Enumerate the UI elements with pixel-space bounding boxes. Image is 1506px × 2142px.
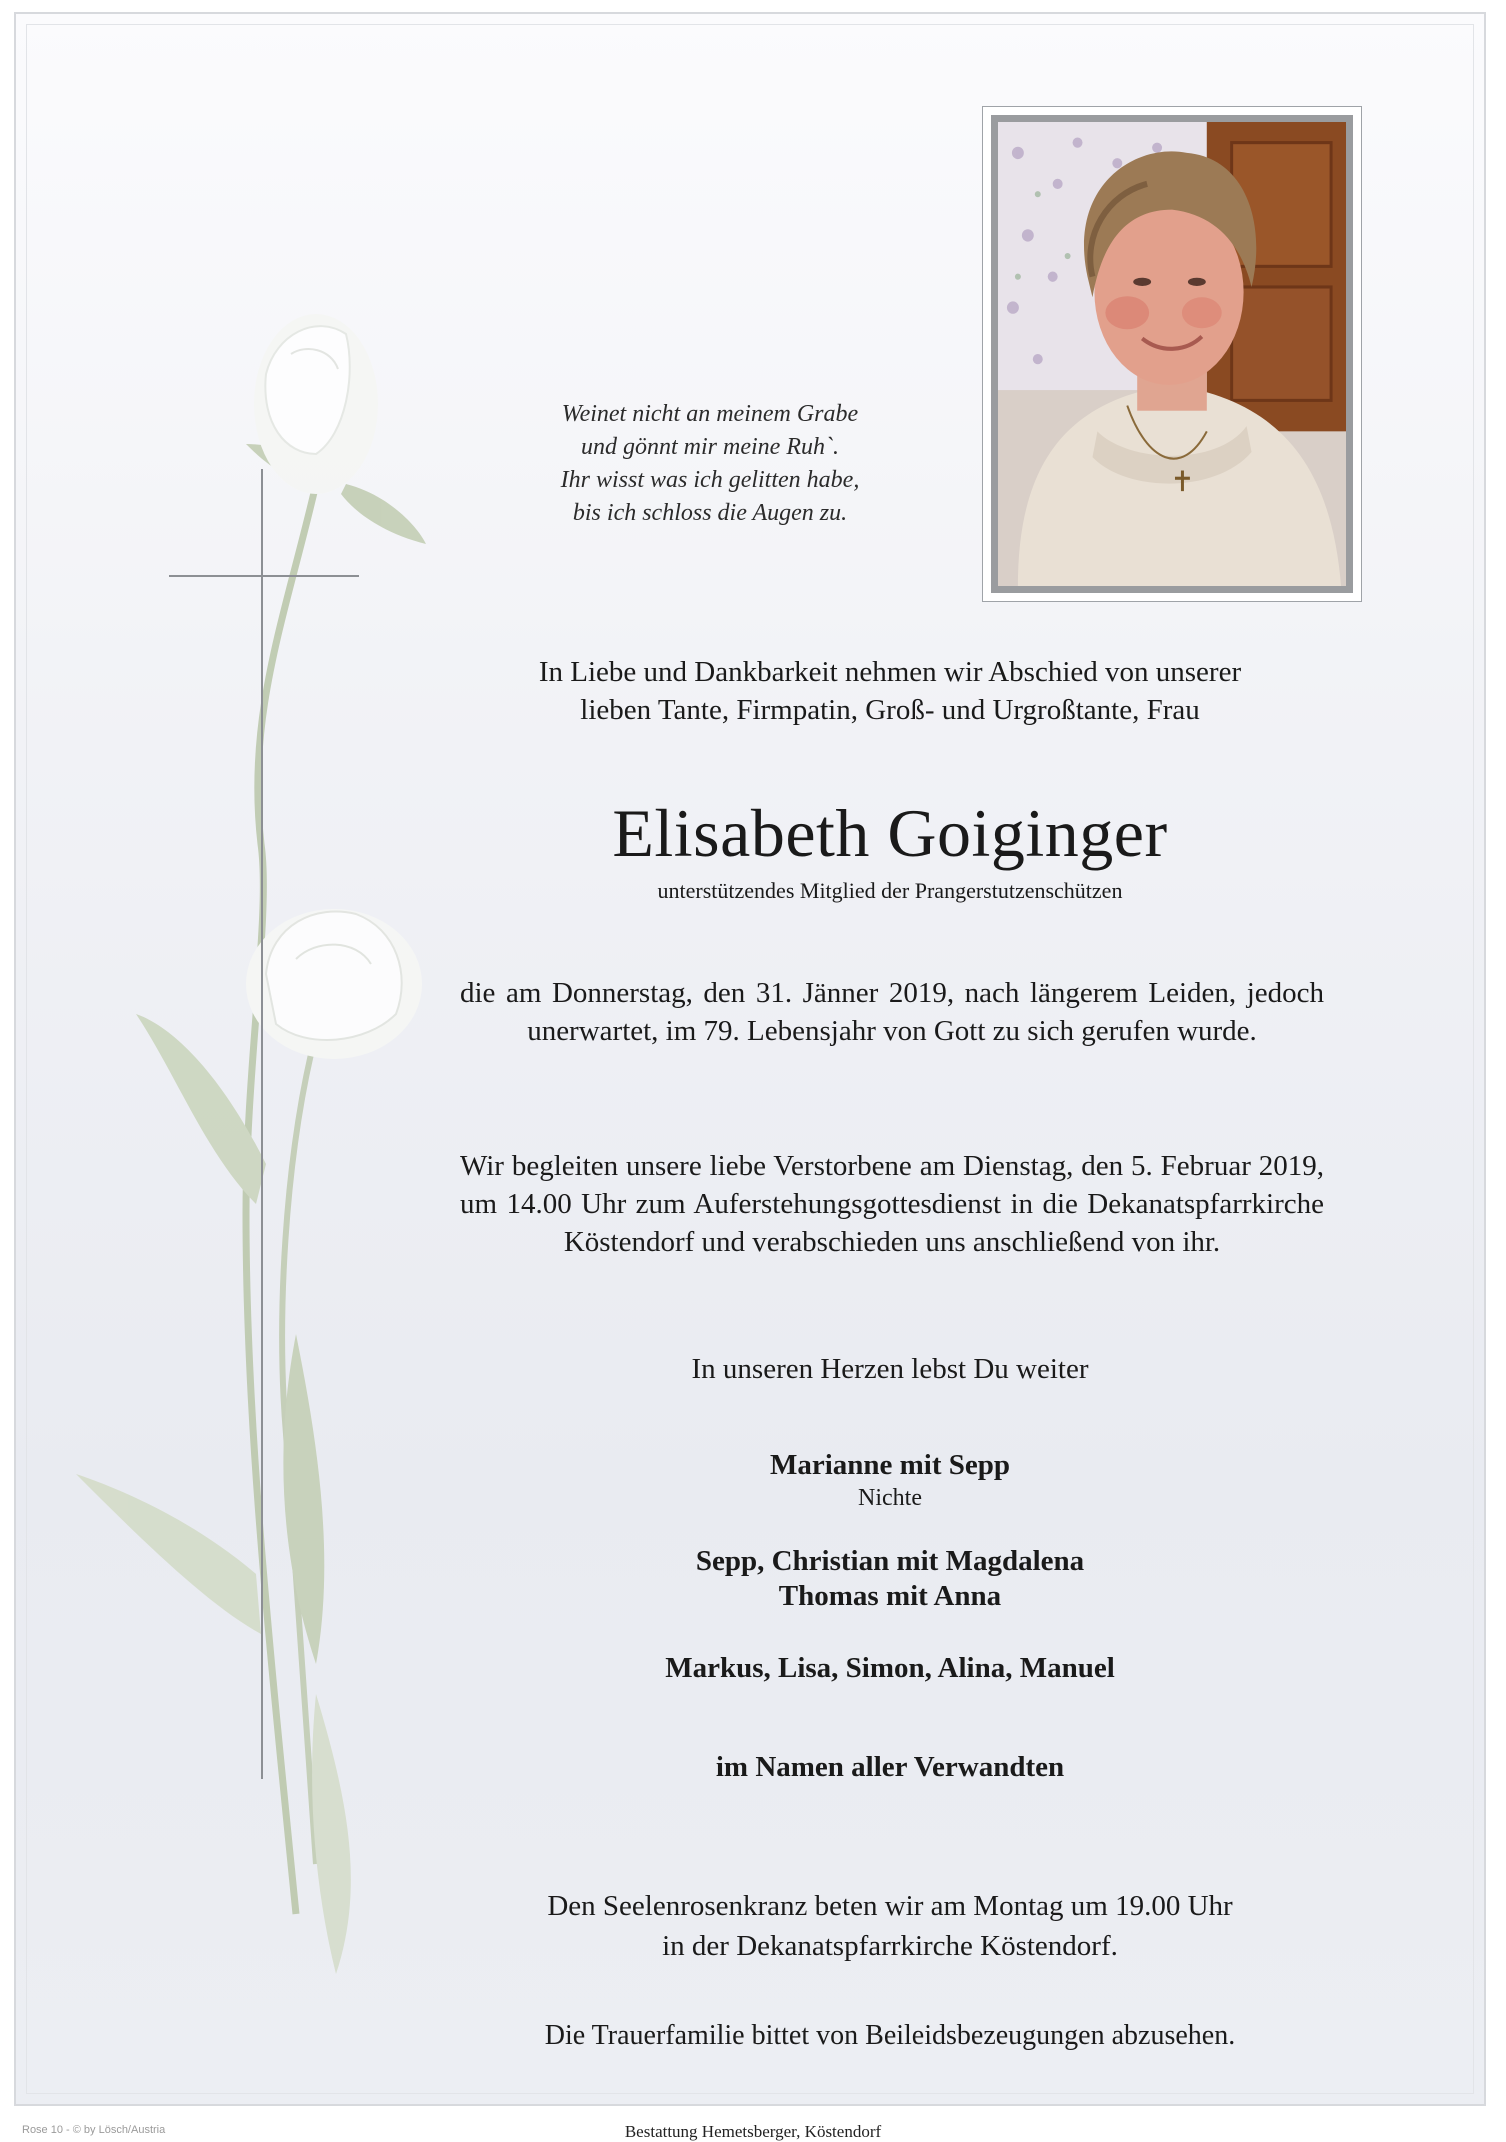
cross-vertical-bar — [261, 469, 263, 1779]
family-group-2 — [440, 1544, 1340, 1614]
funeral-details: Wir begleiten unsere liebe Verstorbene am Dienstag, den 5. Februar 2019, um 14.00 Uhr zum Auferstehungsgottesdienst in die Dekanatspfarrkirche Köstendorf und verabschieden uns anschließend von ihr. — [460, 1150, 1324, 1258]
family-group-3: Markus, Lisa, Simon, Alina, Manuel — [665, 1652, 1115, 1684]
intro-line: lieben Tante, Firmpatin, Groß- und Urgroßtante, Frau — [580, 694, 1200, 726]
cross-horizontal-bar — [169, 575, 359, 577]
portrait-mat — [991, 115, 1353, 593]
portrait-photo — [998, 122, 1346, 586]
poem-line: Ihr wisst was ich gelitten habe, — [560, 467, 860, 493]
poem — [470, 398, 950, 530]
family-group-2-line: Sepp, Christian mit Magdalena — [695, 1545, 1085, 1577]
family-group-1-role: Nichte — [858, 1485, 922, 1511]
intro-text — [440, 653, 1340, 729]
family-group-2-line: Thomas mit Anna — [778, 1580, 1002, 1612]
poem-line: bis ich schloss die Augen zu. — [572, 500, 848, 526]
rosary-line: in der Dekanatspfarrkirche Köstendorf. — [662, 1930, 1118, 1962]
intro-line: In Liebe und Dankbarkeit nehmen wir Abschied von unserer — [538, 656, 1242, 688]
portrait-frame — [982, 106, 1362, 602]
deceased-subtitle: unterstützendes Mitglied der Prangerstutzenschützen — [657, 878, 1123, 903]
death-announcement: die am Donnerstag, den 31. Jänner 2019, nach längerem Leiden, jedoch unerwartet, im 79. Lebensjahr von Gott zu sich gerufen wurde. — [460, 977, 1324, 1047]
poem-line: und gönnt mir meine Ruh`. — [581, 434, 839, 460]
poem-line: Weinet nicht an meinem Grabe — [561, 401, 859, 427]
family-closing: im Namen aller Verwandten — [715, 1751, 1065, 1783]
rosary-line: Den Seelenrosenkranz beten wir am Montag um 19.00 Uhr — [547, 1890, 1233, 1922]
rosary-info — [440, 1886, 1340, 1966]
funeral-home-footer: Bestattung Hemetsberger, Köstendorf — [624, 2122, 882, 2141]
condolence-note: Die Trauerfamilie bittet von Beileidsbezeugungen abzusehen. — [544, 2020, 1236, 2051]
family-group-1: Marianne mit Sepp — [769, 1449, 1011, 1481]
image-credit: Rose 10 - © by Lösch/Austria — [22, 2124, 166, 2136]
rose-illustration — [16, 14, 536, 2104]
remembrance-line: In unseren Herzen lebst Du weiter — [691, 1353, 1089, 1385]
deceased-name: Elisabeth Goiginger — [612, 795, 1168, 871]
